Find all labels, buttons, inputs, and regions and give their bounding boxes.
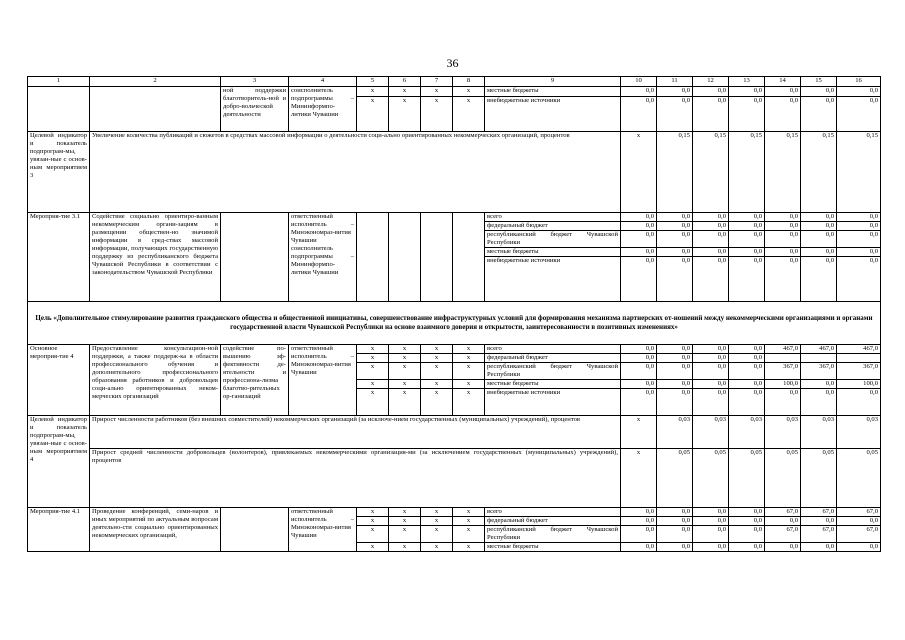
value-cell: 0,0: [693, 213, 729, 222]
value-cell: 367,0: [801, 363, 837, 380]
mark-cell: x: [389, 389, 421, 416]
mark-cell: x: [421, 543, 453, 552]
header-cell: 4: [289, 77, 357, 87]
value-cell: 0,0: [693, 248, 729, 257]
mark-cell: x: [453, 389, 485, 416]
mark-cell: x: [453, 87, 485, 97]
value-cell: 0,0: [621, 354, 657, 363]
value-cell: 0,0: [765, 248, 801, 257]
header-cell: 1: [28, 77, 90, 87]
table-row: [28, 508, 881, 517]
value-cell: 67,0: [765, 526, 801, 543]
event-responsible: ответственный исполнитель – Минэкономраз-вития Чувашии: [289, 345, 357, 416]
value-cell: 0,0: [621, 389, 657, 416]
value-cell: 0,0: [657, 87, 693, 97]
budget-source: местные бюджеты: [485, 248, 621, 257]
value-cell: 0,0: [621, 345, 657, 354]
value-cell: [801, 354, 837, 363]
empty-cell: [453, 213, 485, 302]
mark-cell: x: [357, 97, 389, 132]
value-cell: 0,0: [657, 389, 693, 416]
empty-cell: [389, 213, 421, 302]
mark-cell: x: [421, 87, 453, 97]
value-cell: 0,0: [657, 222, 693, 231]
page-number: 36: [446, 56, 459, 70]
value-cell: 0,0: [693, 87, 729, 97]
header-cell: 7: [421, 77, 453, 87]
value-cell: 367,0: [837, 363, 881, 380]
value-cell: 0,05: [765, 449, 801, 508]
value-cell: 0,0: [621, 87, 657, 97]
event-responsible: ответственный исполнитель – Минэкономраз-вития Чувашии: [289, 508, 357, 552]
value-cell: 0,0: [621, 380, 657, 389]
header-cell: 15: [801, 77, 837, 87]
value-cell: 467,0: [801, 345, 837, 354]
mark-cell: x: [421, 526, 453, 543]
value-cell: [837, 354, 881, 363]
budget-source: местные бюджеты: [485, 380, 621, 389]
value-cell: 0,15: [657, 132, 693, 213]
mark-cell: x: [389, 517, 421, 526]
value-cell: 0,0: [657, 517, 693, 526]
value-cell: [765, 354, 801, 363]
value-cell: 0,0: [765, 213, 801, 222]
mark-cell: x: [421, 354, 453, 363]
event-purpose: [221, 213, 289, 302]
value-cell: 0,0: [693, 543, 729, 552]
value-cell: 0,0: [729, 380, 765, 389]
value-cell: 67,0: [801, 508, 837, 517]
mark-cell: x: [421, 389, 453, 416]
value-cell: 0,0: [801, 231, 837, 248]
indicator-text: Прирост средней численности добровольцев (волонтеров), привлекаемых некоммерческими организация-ми (за исключением государственных (муниципальных) учреждений), процентов: [90, 449, 621, 508]
event-purpose: [221, 508, 289, 552]
value-cell: 0,0: [657, 508, 693, 517]
event-text: Содействие социально ориентиро-ванным некоммерческим органи-зациям в размещении обществен-но значимой информации в сред-ствах массовой информации, получающих государственную поддержку из республиканского бюджета Чувашской Республики в соответствии с законодательством Чувашской Республики: [90, 213, 221, 302]
value-cell: 0,0: [729, 97, 765, 132]
value-cell: 0,0: [693, 517, 729, 526]
value-cell: 0,0: [693, 222, 729, 231]
value-cell: 0,0: [729, 389, 765, 416]
value-cell: 0,0: [765, 222, 801, 231]
value-cell: 0,0: [729, 517, 765, 526]
value-cell: 0,0: [729, 526, 765, 543]
value-cell: 0,0: [837, 213, 881, 222]
budget-source: республиканский бюджет Чувашской Республики: [485, 231, 621, 248]
indicator-text: Увеличение количества публикаций и сюжетов в средствах массовой информации о деятельности соци-ально ориентированных некоммерческих организаций, процентов: [90, 132, 621, 213]
mark-cell: x: [357, 517, 389, 526]
value-cell: 0,15: [837, 132, 881, 213]
value-cell: 0,0: [621, 97, 657, 132]
mark-cell: x: [421, 517, 453, 526]
mark-cell: x: [389, 380, 421, 389]
budget-source: федеральный бюджет: [485, 517, 621, 526]
budget-source: всего: [485, 508, 621, 517]
event-purpose: содействие по-вышению эф-фективности де-ятельности и профессиона-лизма благотво-рительных ор-ганизаций: [221, 345, 289, 416]
mark-cell: x: [357, 526, 389, 543]
value-cell: 0,0: [657, 257, 693, 302]
mark-cell: x: [357, 543, 389, 552]
header-cell: 16: [837, 77, 881, 87]
value-cell: 0,0: [801, 213, 837, 222]
value-cell: 0,0: [837, 97, 881, 132]
value-cell: 0,0: [729, 345, 765, 354]
value-cell: 0,0: [693, 231, 729, 248]
value-cell: 67,0: [837, 508, 881, 517]
empty-cell: [357, 213, 389, 302]
value-cell: 0,0: [837, 389, 881, 416]
mark-cell: x: [453, 363, 485, 380]
event-purpose: ной поддержки благотворитель-ной и добро-вольческой деятельности: [221, 87, 289, 132]
value-cell: 0,0: [621, 213, 657, 222]
value-cell: 0,05: [729, 449, 765, 508]
mark-cell: x: [453, 97, 485, 132]
value-cell: 0,0: [729, 87, 765, 97]
value-cell: 0,0: [657, 231, 693, 248]
budget-source: всего: [485, 213, 621, 222]
value-cell: 67,0: [765, 508, 801, 517]
mark-cell: x: [621, 449, 657, 508]
mark-cell: x: [453, 508, 485, 517]
value-cell: 0,0: [657, 213, 693, 222]
value-cell: 0,0: [765, 87, 801, 97]
value-cell: 0,0: [657, 363, 693, 380]
value-cell: 0,0: [837, 248, 881, 257]
mark-cell: x: [389, 97, 421, 132]
value-cell: 0,0: [657, 380, 693, 389]
mark-cell: x: [621, 416, 657, 449]
value-cell: 0,0: [657, 248, 693, 257]
value-cell: 0,05: [693, 449, 729, 508]
value-cell: 0,0: [657, 345, 693, 354]
event-label: Мероприя-тие 4.1: [28, 508, 90, 552]
goal-text: Цель «Дополнительное стимулирование развития гражданского общества и общественной инициативы, совершенствование инфраструктурных условий для формирования механизма партнерских от-ношений между некоммерческими организациями и органами государственной власти Чувашской Республики на основе взаимного доверия и открытости, заинтересованности в позитивных изменениях»: [28, 302, 881, 345]
mark-cell: x: [357, 345, 389, 354]
value-cell: 0,0: [729, 354, 765, 363]
header-cell: 12: [693, 77, 729, 87]
event-text: [90, 87, 221, 132]
value-cell: 0,0: [729, 231, 765, 248]
program-table-wrap: [27, 76, 878, 552]
mark-cell: x: [453, 354, 485, 363]
value-cell: 0,0: [801, 87, 837, 97]
value-cell: 0,0: [657, 526, 693, 543]
value-cell: 0,0: [801, 97, 837, 132]
value-cell: 0,0: [801, 257, 837, 302]
value-cell: 0,0: [657, 97, 693, 132]
value-cell: 0,0: [801, 543, 837, 552]
value-cell: 0,0: [765, 257, 801, 302]
value-cell: 0,0: [765, 517, 801, 526]
value-cell: 367,0: [765, 363, 801, 380]
value-cell: 0,0: [729, 508, 765, 517]
value-cell: 0,0: [765, 231, 801, 248]
program-table: [27, 76, 881, 552]
mark-cell: x: [357, 87, 389, 97]
mark-cell: x: [389, 87, 421, 97]
mark-cell: x: [389, 508, 421, 517]
header-cell: 11: [657, 77, 693, 87]
mark-cell: x: [421, 363, 453, 380]
header-cell: 8: [453, 77, 485, 87]
value-cell: 0,05: [801, 449, 837, 508]
value-cell: 0,05: [837, 449, 881, 508]
value-cell: 0,05: [657, 449, 693, 508]
header-cell: 10: [621, 77, 657, 87]
value-cell: 467,0: [765, 345, 801, 354]
value-cell: 0,0: [693, 508, 729, 517]
indicator-row: [28, 416, 881, 449]
mark-cell: x: [389, 526, 421, 543]
value-cell: 0,0: [621, 248, 657, 257]
event-label: Основное мероприя-тие 4: [28, 345, 90, 416]
table-row: [28, 87, 881, 97]
value-cell: 467,0: [837, 345, 881, 354]
value-cell: 0,0: [729, 213, 765, 222]
table-row: [28, 213, 881, 222]
value-cell: 0,0: [693, 389, 729, 416]
value-cell: 0,15: [729, 132, 765, 213]
value-cell: 0,15: [765, 132, 801, 213]
header-cell: 2: [90, 77, 221, 87]
value-cell: 0,0: [693, 257, 729, 302]
value-cell: 0,0: [765, 97, 801, 132]
header-cell: 6: [389, 77, 421, 87]
mark-cell: x: [389, 363, 421, 380]
value-cell: 0,0: [693, 354, 729, 363]
budget-source: внебюджетные источники: [485, 389, 621, 416]
mark-cell: x: [389, 354, 421, 363]
header-cell: 13: [729, 77, 765, 87]
value-cell: 0,0: [657, 543, 693, 552]
mark-cell: x: [357, 354, 389, 363]
value-cell: 67,0: [837, 526, 881, 543]
mark-cell: x: [389, 345, 421, 354]
mark-cell: x: [421, 345, 453, 354]
indicator-label: Целевой индикатор и показатель подпрограм-мы, увязан-ные с основ-ным мероприятием 4: [28, 416, 90, 508]
mark-cell: x: [453, 526, 485, 543]
mark-cell: x: [453, 345, 485, 354]
value-cell: 0,0: [621, 543, 657, 552]
mark-cell: x: [357, 380, 389, 389]
mark-cell: x: [421, 97, 453, 132]
event-label: Мероприя-тие 3.1: [28, 213, 90, 302]
value-cell: 0,0: [621, 508, 657, 517]
value-cell: 0,0: [837, 517, 881, 526]
table-row: [28, 345, 881, 354]
value-cell: 0,0: [837, 222, 881, 231]
value-cell: 0,15: [801, 132, 837, 213]
value-cell: 0,15: [693, 132, 729, 213]
value-cell: 0,0: [621, 517, 657, 526]
event-responsible: ответственный исполнитель – Минэкономраз-вития Чувашии соисполнитель подпрограммы – Мининформпо-литики Чувашии: [289, 213, 357, 302]
value-cell: 0,0: [693, 363, 729, 380]
value-cell: 0,0: [693, 380, 729, 389]
budget-source: федеральный бюджет: [485, 222, 621, 231]
value-cell: 0,0: [765, 543, 801, 552]
budget-source: федеральный бюджет: [485, 354, 621, 363]
value-cell: 100,0: [765, 380, 801, 389]
value-cell: 0,0: [729, 222, 765, 231]
value-cell: 0,0: [621, 526, 657, 543]
mark-cell: x: [357, 389, 389, 416]
value-cell: 0,0: [729, 257, 765, 302]
header-cell: 9: [485, 77, 621, 87]
value-cell: 0,0: [801, 517, 837, 526]
value-cell: 0,0: [837, 231, 881, 248]
budget-source: местные бюджеты: [485, 87, 621, 97]
value-cell: 67,0: [801, 526, 837, 543]
header-cell: 14: [765, 77, 801, 87]
mark-cell: x: [453, 380, 485, 389]
budget-source: местные бюджеты: [485, 543, 621, 552]
value-cell: 0,0: [801, 389, 837, 416]
value-cell: 0,0: [621, 231, 657, 248]
value-cell: 0,03: [801, 416, 837, 449]
value-cell: 0,0: [693, 97, 729, 132]
mark-cell: x: [357, 363, 389, 380]
value-cell: 0,0: [837, 543, 881, 552]
header-cell: 3: [221, 77, 289, 87]
mark-cell: x: [357, 508, 389, 517]
value-cell: 0,03: [729, 416, 765, 449]
value-cell: 0,0: [729, 363, 765, 380]
value-cell: 100,0: [837, 380, 881, 389]
mark-cell: x: [421, 508, 453, 517]
indicator-text: Прирост численности работников (без внешних совместителей) некоммерческих организаций (за исключе-нием государственных (муниципальных) учреждений), процентов: [90, 416, 621, 449]
budget-source: республиканский бюджет Чувашской Республики: [485, 526, 621, 543]
event-responsible: соисполнитель подпрограммы – Мининформпо-литики Чувашии: [289, 87, 357, 132]
value-cell: 0,0: [765, 389, 801, 416]
value-cell: 0,03: [765, 416, 801, 449]
value-cell: 0,0: [621, 363, 657, 380]
budget-source: внебюджетные источники: [485, 97, 621, 132]
row-label: [28, 87, 90, 132]
value-cell: 0,0: [837, 257, 881, 302]
empty-cell: [421, 213, 453, 302]
value-cell: 0,0: [801, 248, 837, 257]
indicator-label: Целевой индикатор и показатель подпрограм-мы, увязан-ные с основ-ным мероприятием 3: [28, 132, 90, 213]
indicator-row: [28, 132, 881, 213]
value-cell: 0,0: [621, 222, 657, 231]
header-cell: 5: [357, 77, 389, 87]
indicator-row: [28, 449, 881, 508]
value-cell: 0,0: [801, 222, 837, 231]
value-cell: 0,03: [837, 416, 881, 449]
value-cell: 0,03: [693, 416, 729, 449]
value-cell: 0,0: [801, 380, 837, 389]
value-cell: 0,0: [657, 354, 693, 363]
value-cell: 0,0: [693, 345, 729, 354]
value-cell: 0,0: [729, 248, 765, 257]
value-cell: 0,03: [657, 416, 693, 449]
mark-cell: x: [453, 543, 485, 552]
mark-cell: x: [621, 132, 657, 213]
budget-source: всего: [485, 345, 621, 354]
mark-cell: x: [389, 543, 421, 552]
goal-row: [28, 302, 881, 345]
event-text: Проведение конференций, семи-наров и иных мероприятий по актуальным вопросам деятельно-сти социально ориентированных некоммерческих организаций,: [90, 508, 221, 552]
value-cell: 0,0: [693, 526, 729, 543]
mark-cell: x: [453, 517, 485, 526]
header-row: [28, 77, 881, 87]
value-cell: 0,0: [621, 257, 657, 302]
budget-source: республиканский бюджет Чувашской Республики: [485, 363, 621, 380]
value-cell: 0,0: [837, 87, 881, 97]
event-text: Предоставление консультацион-ной поддержки, а также поддерж-ка в области профессионального обучения и дополнительного профессионального образования работников и добровольцев соци-ально ориентированных неком-мерческих организаций: [90, 345, 221, 416]
mark-cell: x: [421, 380, 453, 389]
budget-source: внебюджетные источники: [485, 257, 621, 302]
value-cell: 0,0: [729, 543, 765, 552]
